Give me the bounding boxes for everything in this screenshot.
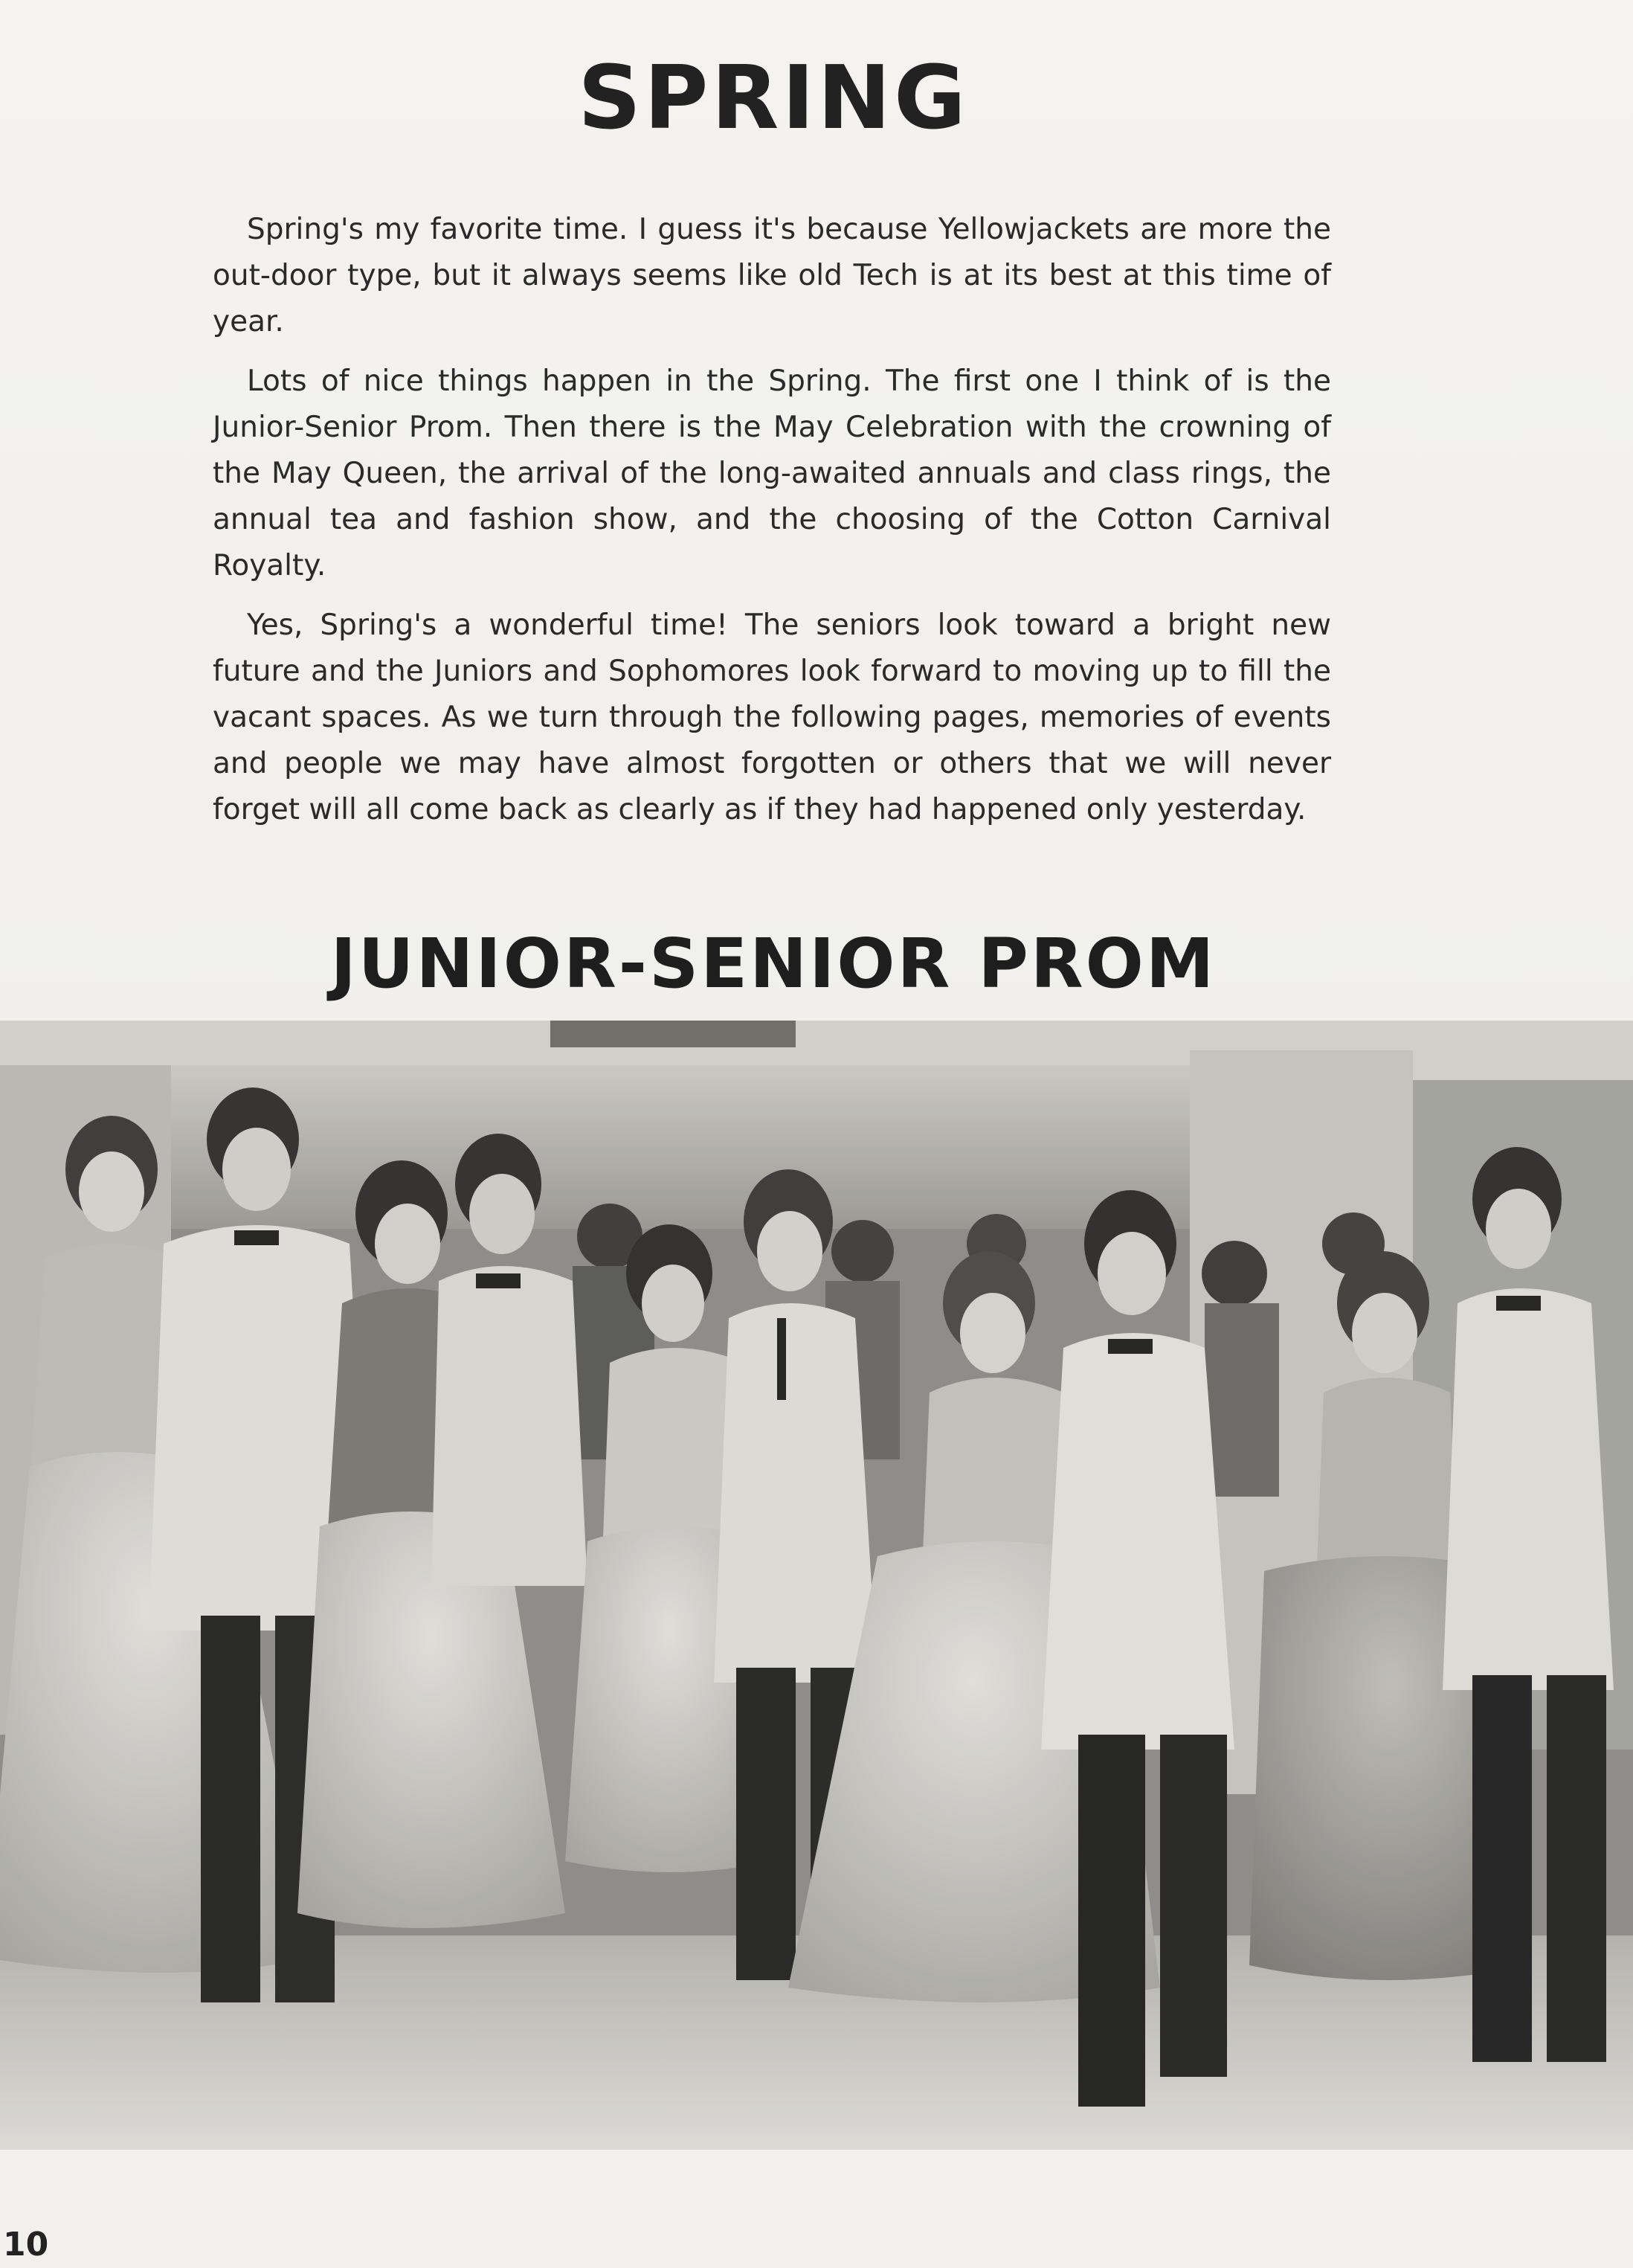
page-title: SPRING: [578, 46, 969, 149]
intro-paragraph-3: Yes, Spring's a wonderful time! The seniors look toward a bright new future and the Juniors and Sophomores look forward to moving up to fill the vacant spaces. As we turn through the following pages, memories of events and people we may have almost forgotten or others that we will never forget will all come back as clearly as if they had happened only yesterday.: [213, 608, 1331, 826]
section-title: JUNIOR-SENIOR PROM: [330, 924, 1217, 1003]
photo-tint: [0, 1021, 1633, 2150]
page-number: 10: [3, 2226, 49, 2264]
prom-photo-illustration: [0, 1021, 1633, 2150]
intro-paragraph-2: Lots of nice things happen in the Spring. The first one I think of is the Junior-Senior Prom. Then there is the May Celebration with the crowning of the May Queen, the arrival of the long-awaited annuals and class rings, the annual tea and fashion show, and the choosing of the Cotton Carnival Royalty.: [213, 364, 1331, 582]
intro-paragraph-1: Spring's my favorite time. I guess it's because Yellowjackets are more the out-door type, but it always seems like old Tech is at its best at this time of year.: [213, 213, 1331, 338]
intro-text: [213, 207, 1331, 847]
prom-photo: [0, 1021, 1633, 2150]
